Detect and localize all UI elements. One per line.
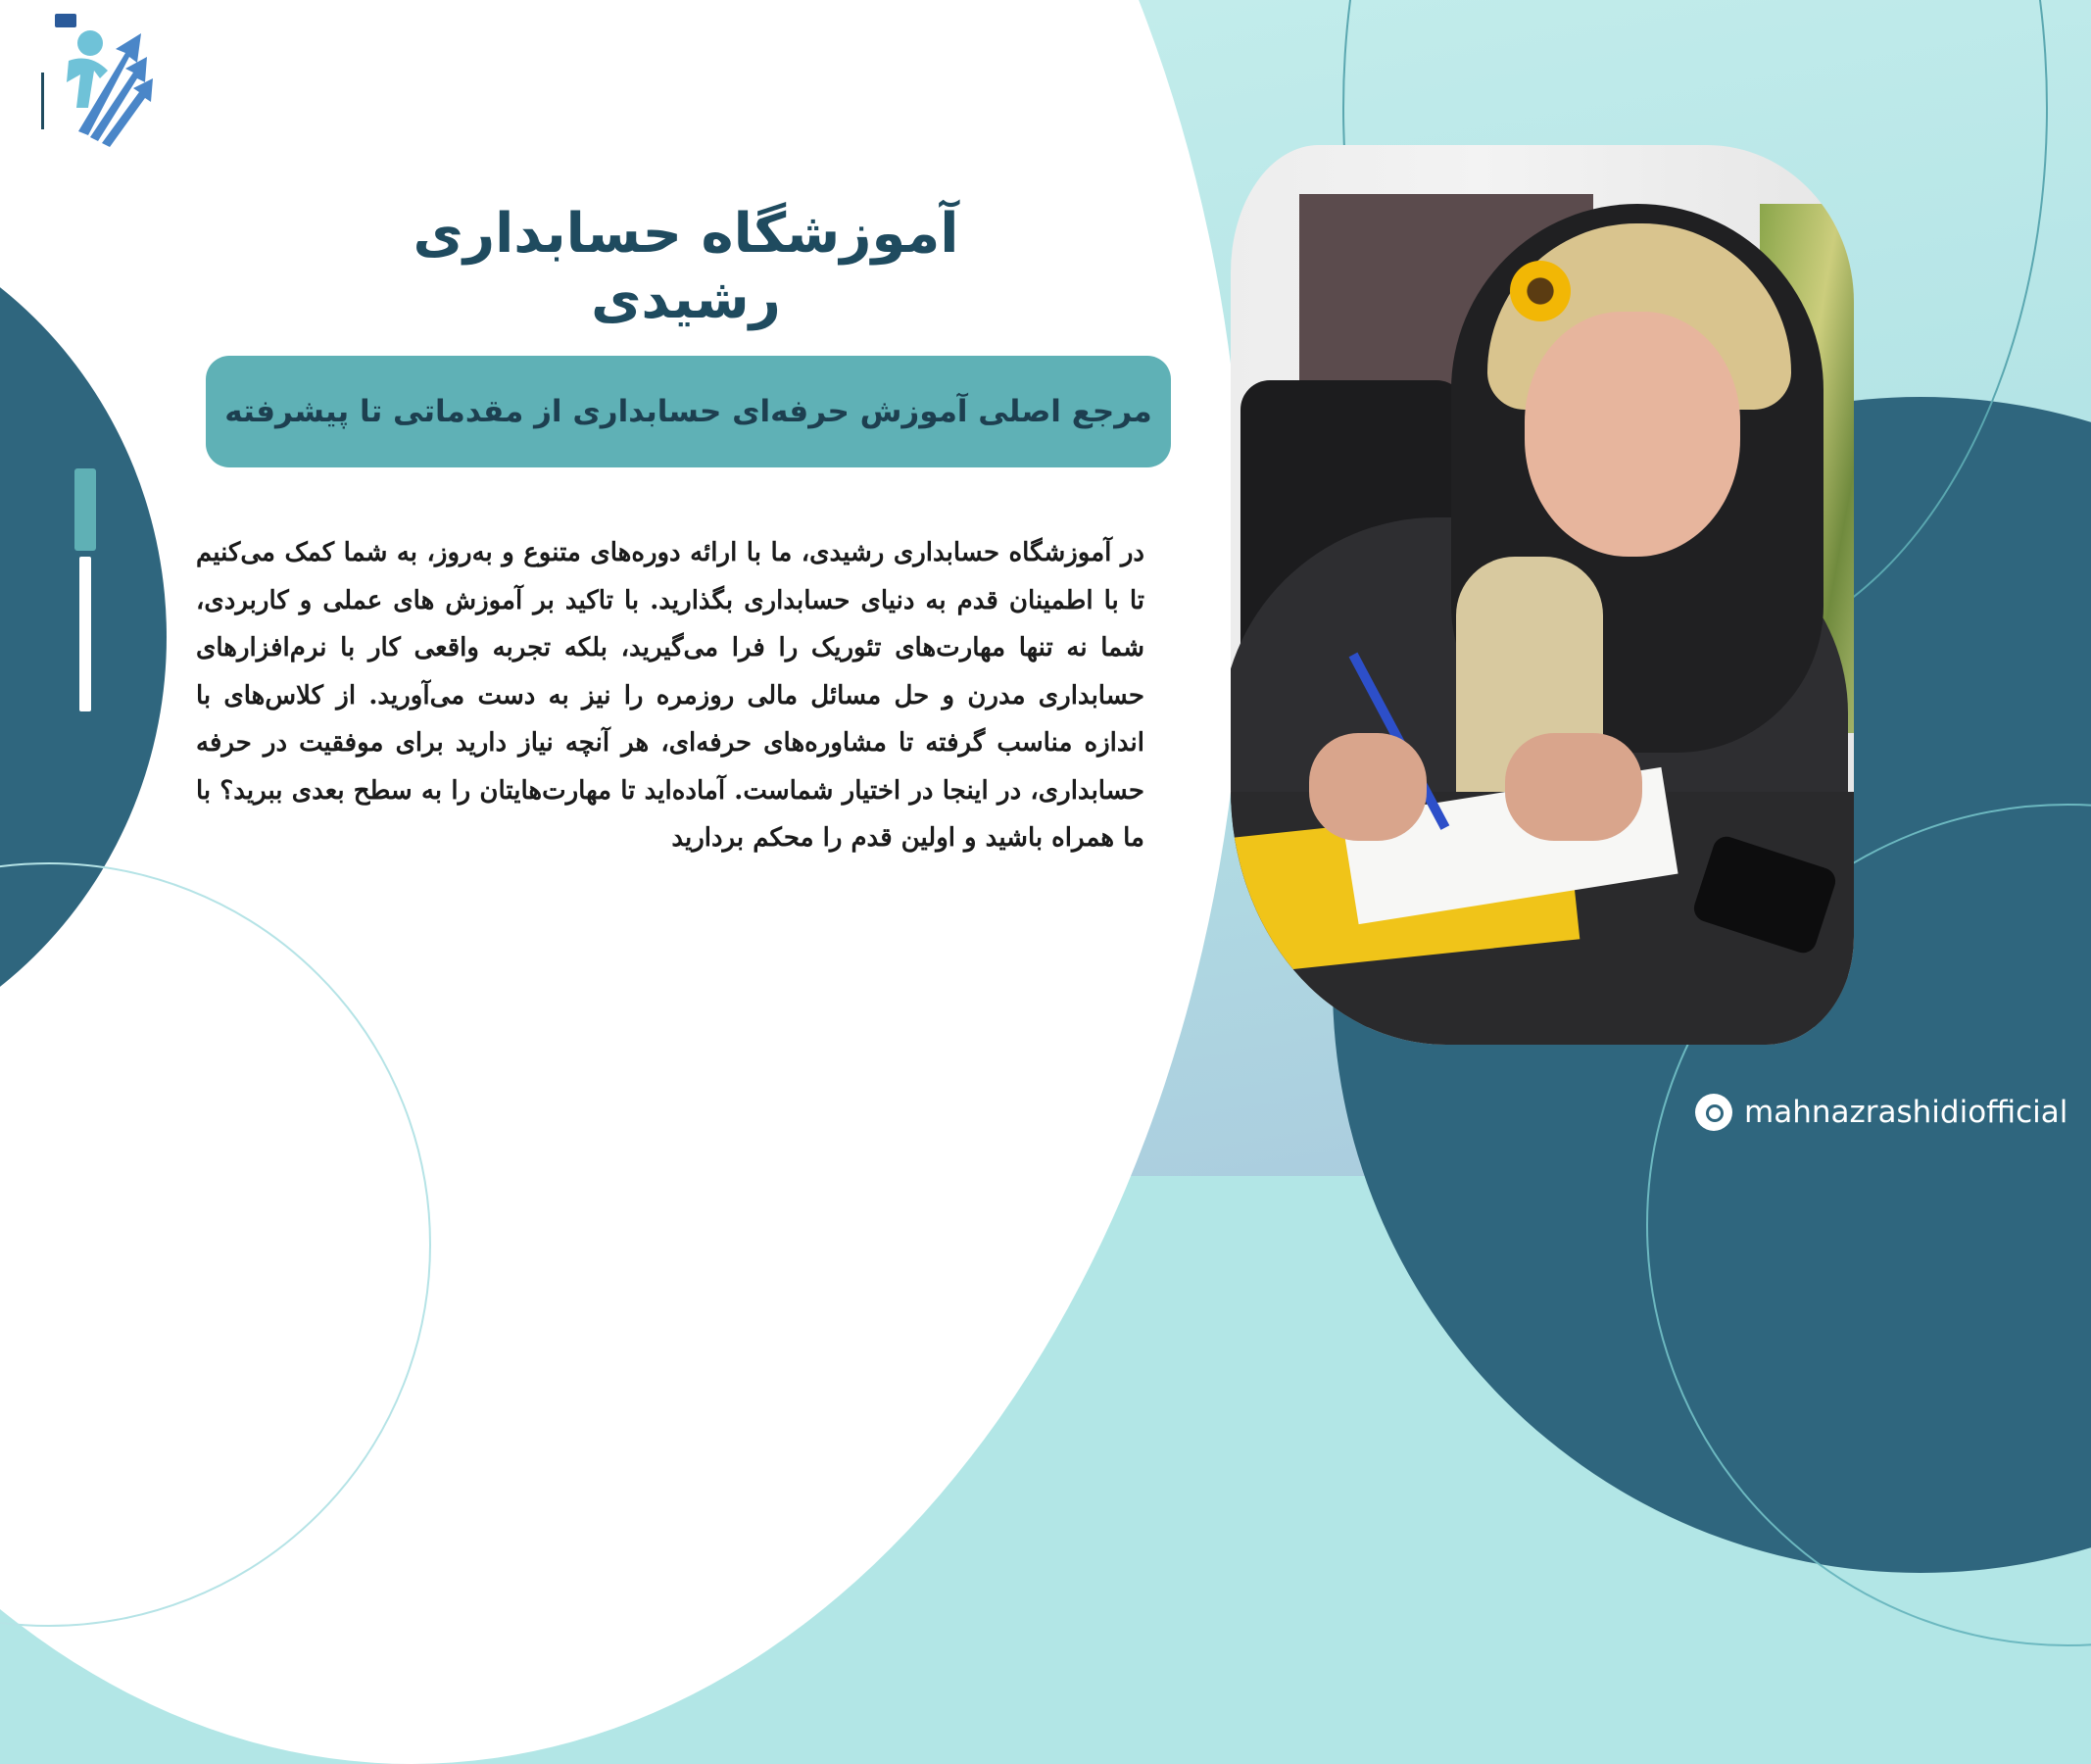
photo-hand-left: [1309, 733, 1427, 841]
social-handle[interactable]: [1695, 1091, 2067, 1134]
sunflower-icon: [1510, 261, 1571, 321]
logo-figure-arrows-icon: [39, 14, 157, 151]
accent-bar: [74, 468, 96, 551]
instagram-icon: [1695, 1094, 1732, 1131]
accent-bar-light: [79, 557, 91, 711]
portrait-photo: [1231, 145, 1854, 1045]
page-title: آموزشگاه حسابداری رشیدی: [413, 202, 959, 332]
photo-hand-right: [1505, 733, 1642, 841]
subtitle-text: مرجع اصلی آموزش حرفه‌ای حسابداری از مقدماتی تا پیشرفته: [224, 394, 1152, 429]
subtitle-banner: [206, 356, 1171, 467]
social-handle-text: mahnazrashidiofficial: [1744, 1095, 2068, 1130]
description-paragraph: در آموزشگاه حسابداری رشیدی، ما با ارائه دوره‌های متنوع و به‌روز، به شما کمک می‌کنیم تا با اطمینان قدم به دنیای حسابداری بگذارید. با تاکید بر آموزش های عملی و کاربردی، شما نه تنها مهارت‌های تئوریک را فرا می‌گیرید، بلکه تجربه واقعی کار با نرم‌افزارهای حسابداری مدرن و حل مسائل مالی روزمره را نیز به دست می‌آورید. از کلاس‌های با اندازه مناسب گرفته تا مشاوره‌های حرفه‌ای، هر آنچه نیاز دارید برای موفقیت در حرفه حسابداری، در اینجا در اختیار شماست. آماده‌اید تا مهارت‌هایتان را به سطح بعدی ببرید؟ با ما همراه باشید و اولین قدم را محکم بردارید: [196, 538, 1144, 853]
photo-person-face: [1525, 312, 1740, 557]
